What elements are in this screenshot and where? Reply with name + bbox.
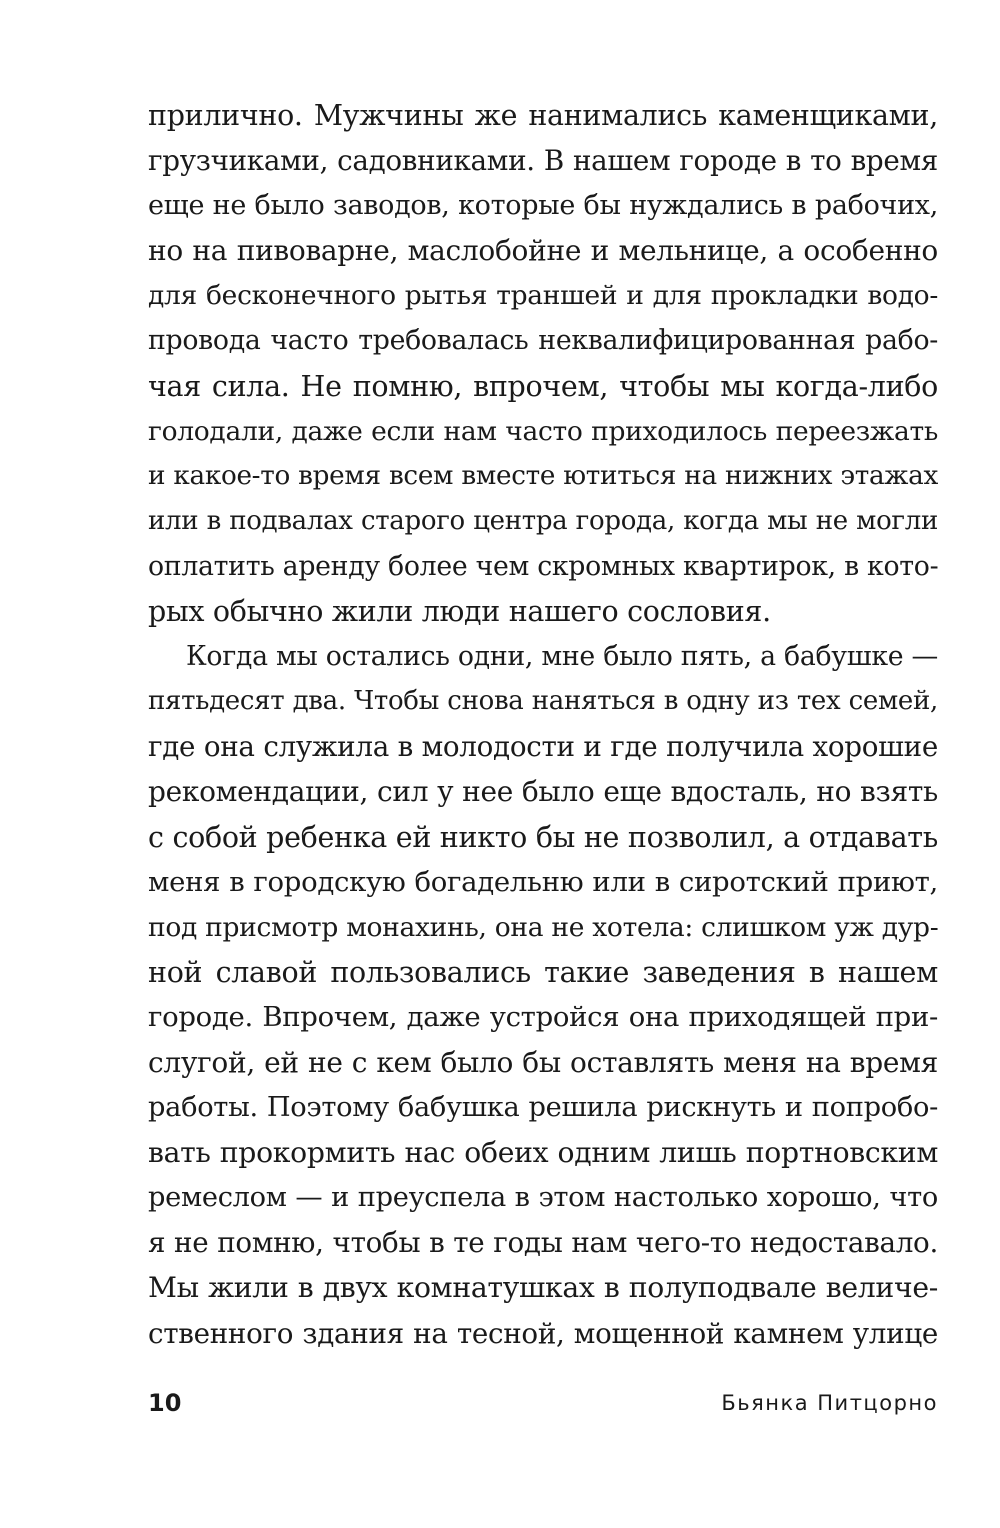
text-line: с собой ребенка ей никто бы не позволил, а отдавать xyxy=(148,820,938,854)
page-footer xyxy=(148,1388,938,1418)
text-line: еще не было заводов, которые бы нуждались в рабочих, xyxy=(148,190,938,222)
paragraph-2 xyxy=(148,634,938,1356)
paragraph-1 xyxy=(148,93,938,634)
page-number: 10 xyxy=(148,1389,182,1417)
text-line: я не помню, чтобы в те годы нам чего-то недоставало. xyxy=(148,1226,938,1260)
body-text xyxy=(148,93,938,1356)
text-line: но на пивоварне, маслобойне и мельнице, а особенно xyxy=(148,234,938,268)
text-line: Мы жили в двух комнатушках в полуподвале величе- xyxy=(148,1271,938,1305)
text-line: и какое-то время всем вместе ютиться на нижних этажах xyxy=(148,460,938,491)
text-line: вать прокормить нас обеих одним лишь портновским xyxy=(148,1136,938,1170)
text-line: голодали, даже если нам часто приходилось переезжать xyxy=(148,415,938,447)
text-line: меня в городскую богадельню или в сиротский приют, xyxy=(148,865,938,898)
text-line: чая сила. Не помню, впрочем, чтобы мы когда-либо xyxy=(148,369,938,403)
text-line: где она служила в молодости и где получила хорошие xyxy=(148,730,938,764)
text-line: слугой, ей не с кем было бы оставлять меня на время xyxy=(148,1045,938,1079)
text-line: для бесконечного рытья траншей и для прокладки водо- xyxy=(148,280,938,312)
text-line: оплатить аренду более чем скромных квартирок, в кото- xyxy=(148,550,939,582)
text-line: Когда мы остались одни, мне было пять, а бабушке — xyxy=(186,641,938,673)
text-line: ремеслом — и преуспела в этом настолько хорошо, что xyxy=(148,1182,938,1214)
text-line: пятьдесят два. Чтобы снова наняться в одну из тех семей, xyxy=(148,686,938,717)
text-line: под присмотр монахинь, она не хотела: слишком уж дур- xyxy=(148,911,939,943)
text-line: работы. Поэтому бабушка решила рискнуть и попробо- xyxy=(148,1092,938,1124)
text-line: ственного здания на тесной, мощенной камнем улице xyxy=(148,1316,938,1350)
text-line: рекомендации, сил у нее было еще вдосталь, но взять xyxy=(148,775,938,809)
text-line: городе. Впрочем, даже устройся она приходящей при- xyxy=(148,1000,938,1033)
text-line: или в подвалах старого центра города, когда мы не могли xyxy=(148,505,938,536)
text-line: прилично. Мужчины же нанимались каменщиками, xyxy=(148,99,938,132)
text-line: грузчиками, садовниками. В нашем городе в то время xyxy=(148,144,938,178)
running-header-author: Бьянка Питцорно xyxy=(721,1391,938,1415)
text-line: рых обычно жили люди нашего сословия. xyxy=(148,595,771,629)
text-line: провода часто требовалась неквалифицированная рабо- xyxy=(148,325,938,357)
text-line: ной славой пользовались такие заведения в нашем xyxy=(148,955,938,989)
